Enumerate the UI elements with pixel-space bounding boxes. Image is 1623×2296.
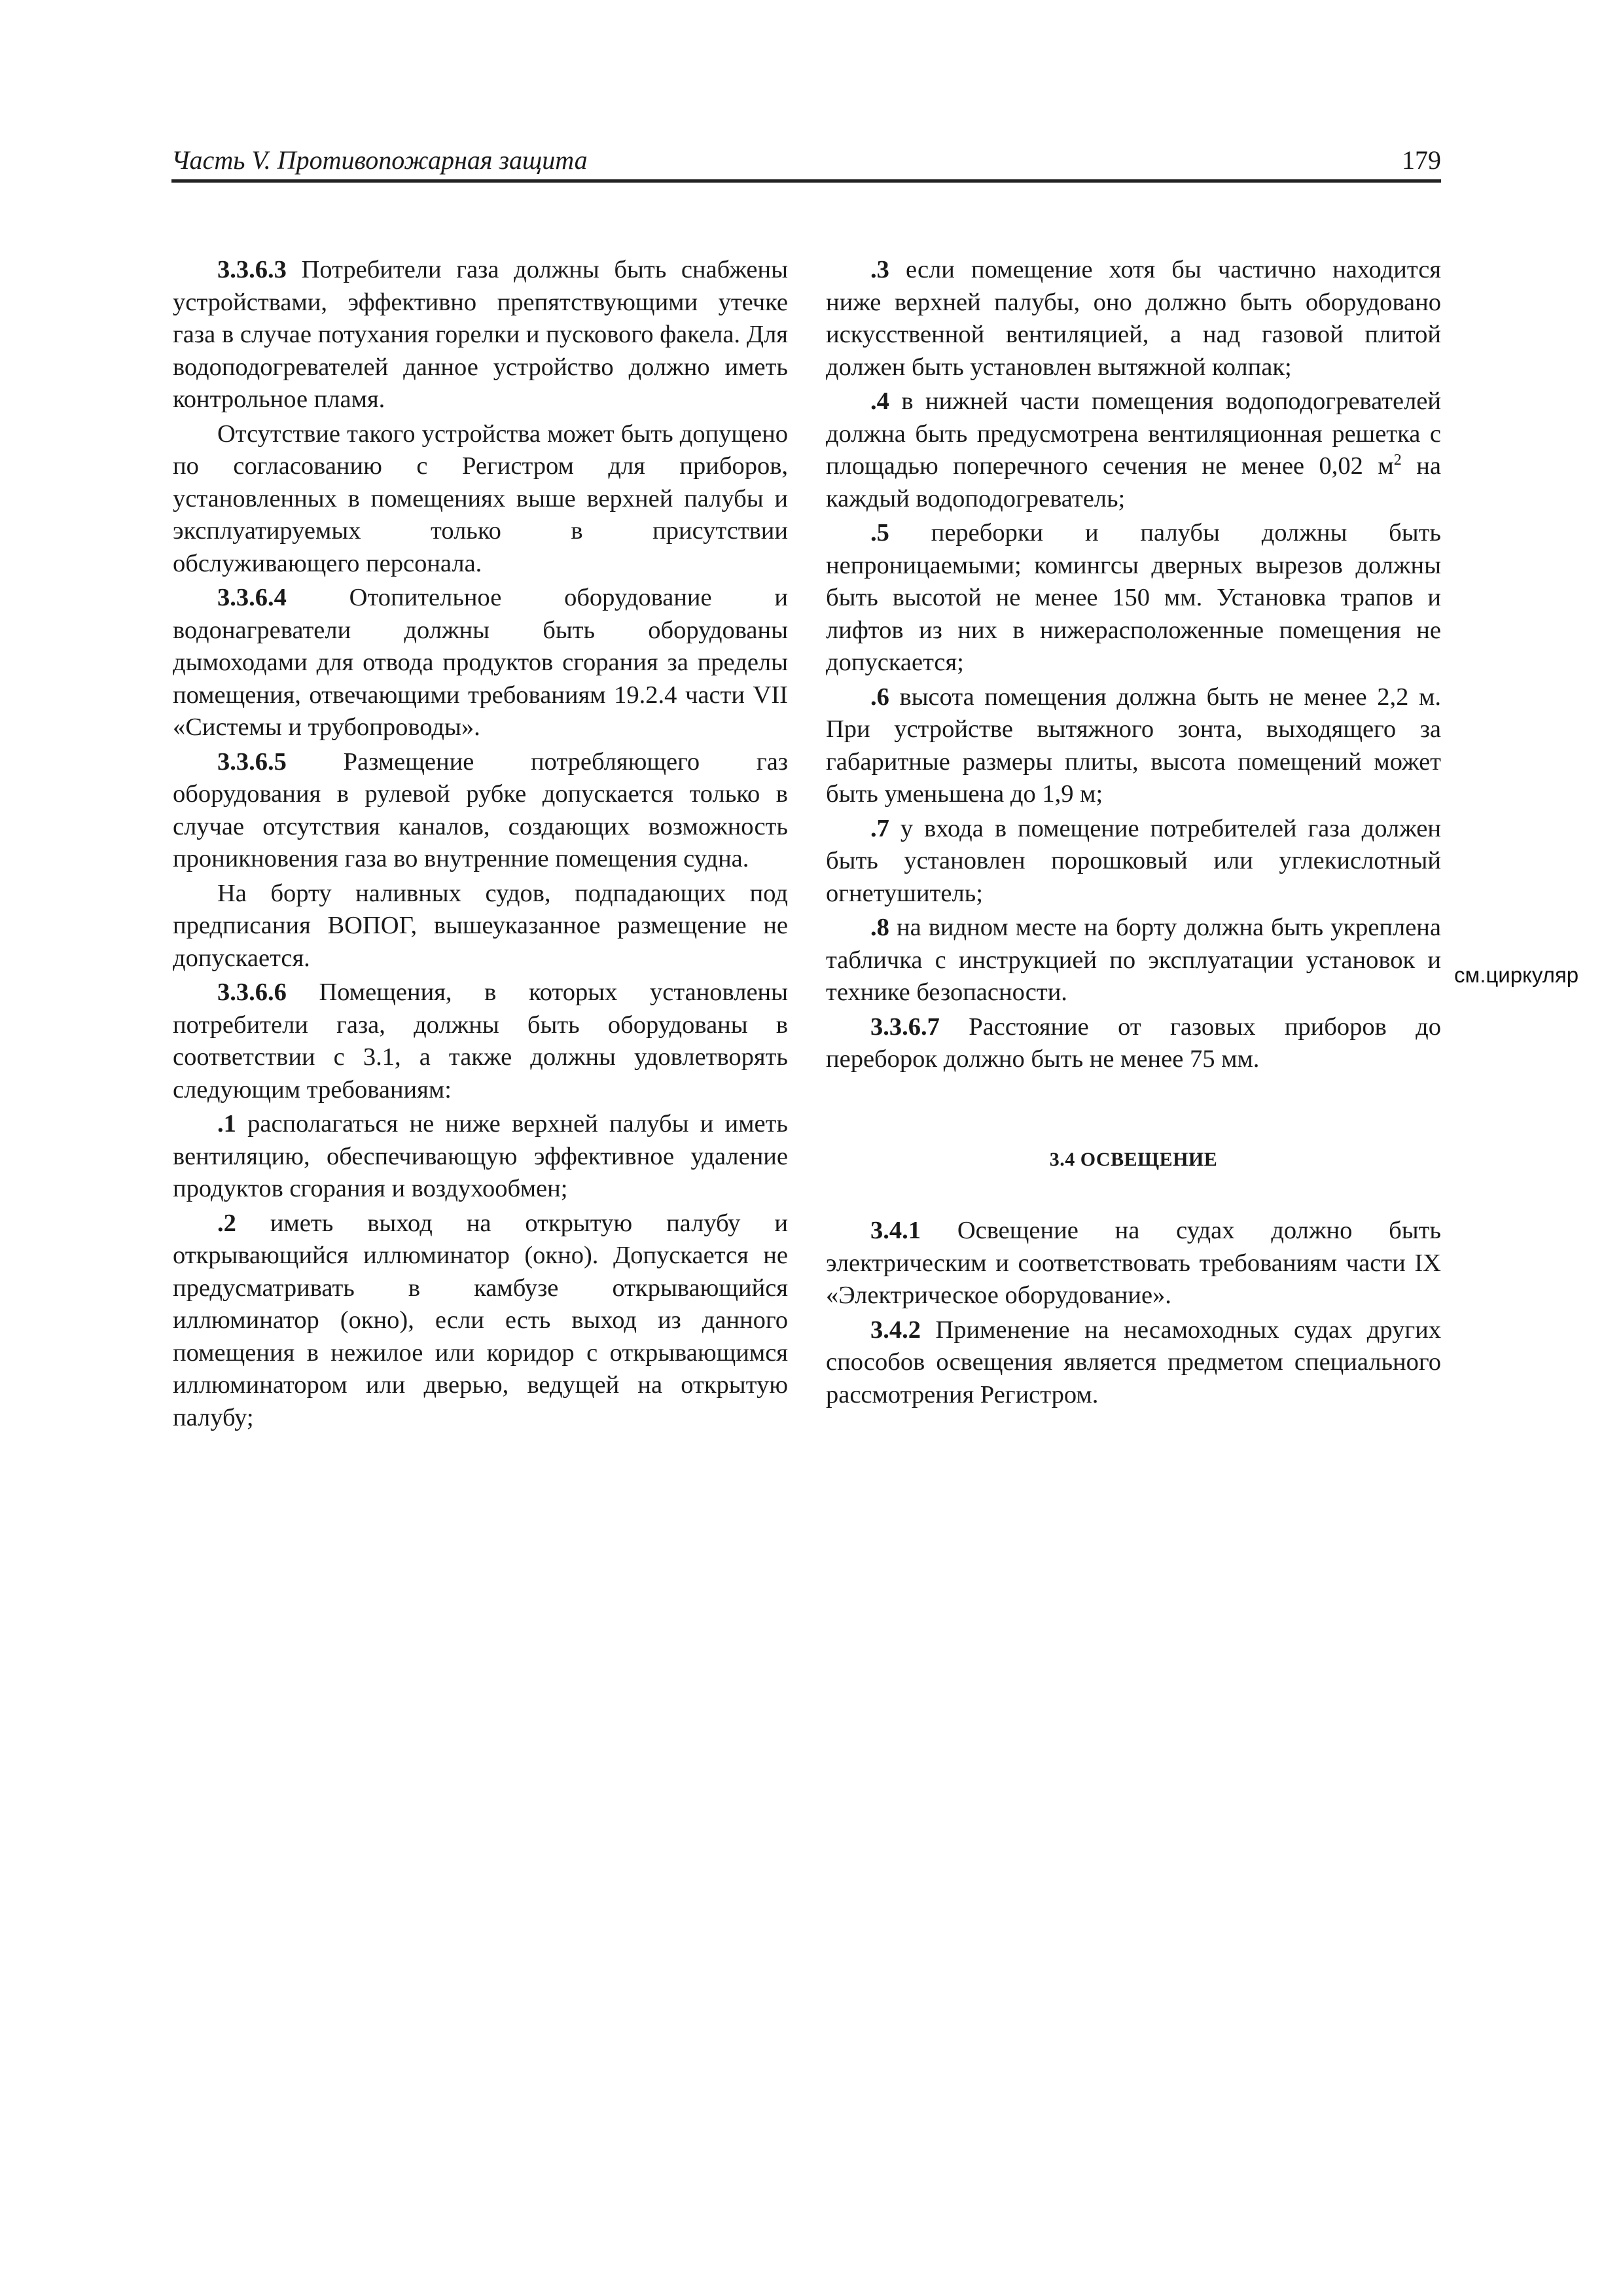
margin-note: см.циркуляр bbox=[1454, 963, 1579, 987]
list-item-5 bbox=[826, 517, 1441, 679]
paragraph-3-3-6-5 bbox=[173, 746, 788, 876]
header-title: Часть V. Противопожарная защита bbox=[171, 145, 588, 175]
item-number: .7 bbox=[870, 814, 889, 842]
paragraph-text: Отсутствие такого устройства может быть допущено по согласованию с Регистром для приборов, установленных в помещениях выше верхней палубы и эксплуатируемых только в присутствии обслуживающего персонала. bbox=[173, 420, 788, 577]
paragraph-text: располагаться не ниже верхней палубы и иметь вентиляцию, обеспечивающую эффективное удаление продуктов сгорания и воздухообмен; bbox=[173, 1110, 788, 1202]
paragraph-3-3-6-6 bbox=[173, 977, 788, 1106]
page-number: 179 bbox=[1402, 145, 1441, 175]
paragraph-text: у входа в помещение потребителей газа должен быть установлен порошковый или углекислотный огнетушитель; bbox=[826, 814, 1441, 907]
item-number: .1 bbox=[217, 1110, 236, 1138]
paragraph-text: на видном месте на борту должна быть укреплена табличка с инструкцией по эксплуатации установок и технике безопасности. bbox=[826, 914, 1441, 1006]
paragraph-3-3-6-7 bbox=[826, 1011, 1441, 1076]
list-item-7 bbox=[826, 813, 1441, 910]
clause-number: 3.4.2 bbox=[870, 1316, 921, 1344]
clause-number: 3.3.6.7 bbox=[870, 1013, 940, 1041]
clause-number: 3.3.6.6 bbox=[217, 978, 287, 1006]
left-column bbox=[173, 254, 788, 1434]
list-item-4 bbox=[826, 386, 1441, 515]
paragraph-text: иметь выход на открытую палубу и открывающийся иллюминатор (окно). Допускается не предусматривать в камбузе открывающийся иллюминатор (окно), если есть выход из данного помещения в нежилое или коридор с открывающимся иллюминатором или дверью, ведущей на открытую палубу; bbox=[173, 1209, 788, 1431]
item-number: .3 bbox=[870, 256, 889, 283]
paragraph-text: На борту наливных судов, подпадающих под предписания ВОПОГ, вышеуказанное размещение не допускается. bbox=[173, 879, 788, 972]
clause-number: 3.4.1 bbox=[870, 1217, 921, 1244]
paragraph-3-4-1 bbox=[826, 1215, 1441, 1312]
list-item-6 bbox=[826, 681, 1441, 811]
item-number: .6 bbox=[870, 683, 889, 711]
list-item-1 bbox=[173, 1108, 788, 1206]
item-number: .8 bbox=[870, 914, 889, 941]
clause-number: 3.3.6.3 bbox=[217, 256, 287, 283]
paragraph-text: Помещения, в которых установлены потребители газа, должны быть оборудованы в соответствии с 3.1, а также должны удовлетворять следующим требованиям: bbox=[173, 978, 788, 1103]
item-number: .5 bbox=[870, 519, 889, 547]
paragraph-exemption bbox=[173, 418, 788, 581]
paragraph-3-3-6-4 bbox=[173, 582, 788, 744]
section-heading: 3.4 ОСВЕЩЕНИЕ bbox=[1049, 1148, 1218, 1170]
paragraph-text: на каждый водоподогреватель; bbox=[826, 452, 1441, 512]
list-item-2 bbox=[173, 1208, 788, 1435]
paragraph-text: Применение на несамоходных судах других способов освещения является предметом специального рассмотрения Регистром. bbox=[826, 1316, 1441, 1408]
list-item-8 bbox=[826, 912, 1441, 1009]
paragraph-text: Освещение на судах должно быть электрическим и соответствовать требованиям части IX «Электрическое оборудование». bbox=[826, 1217, 1441, 1309]
item-number: .4 bbox=[870, 387, 889, 415]
paragraph-text: если помещение хотя бы частично находится ниже верхней палубы, оно должно быть оборудовано искусственной вентиляцией, а над газовой плитой должен быть установлен вытяжной колпак; bbox=[826, 256, 1441, 381]
list-item-3 bbox=[826, 254, 1441, 384]
right-column bbox=[826, 254, 1441, 1411]
paragraph-text: переборки и палубы должны быть непроницаемыми; комингсы дверных вырезов должны быть высотой не менее 150 мм. Установка трапов и лифтов из них в нижерасположенные помещения не допускается; bbox=[826, 519, 1441, 676]
clause-number: 3.3.6.5 bbox=[217, 747, 287, 776]
paragraph-3-4-2 bbox=[826, 1314, 1441, 1412]
running-header bbox=[171, 141, 1441, 183]
paragraph-text: в нижней части помещения водоподогревателей должна быть предусмотрена вентиляционная решетка с площадью поперечного сечения не менее 0,02 м bbox=[826, 387, 1441, 480]
paragraph-text: Потребители газа должны быть снабжены устройствами, эффективно препятствующими утечке газа в случае потухания горелки и пускового факела. Для водоподогревателей данное устройство должно иметь контрольное пламя. bbox=[173, 256, 788, 413]
paragraph-text: Расстояние от газовых приборов до переборок должно быть не менее 75 мм. bbox=[826, 1013, 1441, 1073]
clause-number: 3.3.6.4 bbox=[217, 584, 287, 611]
paragraph-tankers bbox=[173, 878, 788, 975]
superscript: 2 bbox=[1393, 452, 1402, 469]
paragraph-text: высота помещения должна быть не менее 2,2 м. При устройстве вытяжного зонта, выходящего за габаритные размеры плиты, высота помещений может быть уменьшена до 1,9 м; bbox=[826, 683, 1441, 808]
paragraph-3-3-6-3 bbox=[173, 254, 788, 416]
paragraph-text: Отопительное оборудование и водонагреватели должны быть оборудованы дымоходами для отвода продуктов сгорания за пределы помещения, отвечающими требованиям 19.2.4 части VII «Системы и трубопроводы». bbox=[173, 584, 788, 741]
item-number: .2 bbox=[217, 1209, 236, 1237]
paragraph-text: Размещение потребляющего газ оборудования в рулевой рубке допускается только в случае отсутствия каналов, создающих возможность проникновения газа во внутренние помещения судна. bbox=[173, 747, 788, 872]
